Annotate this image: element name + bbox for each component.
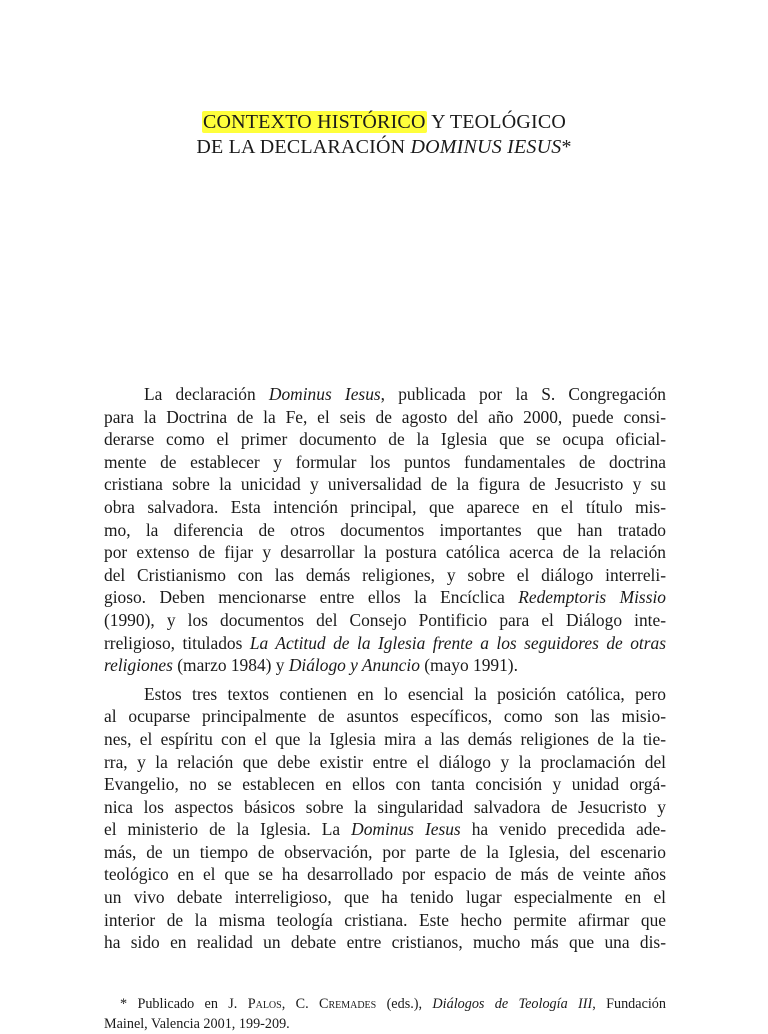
- text-line: más, de un tiempo de observación, por parte de la Iglesia, del escenario: [104, 841, 666, 862]
- text-line: el ministerio de la Iglesia. La Dominus Iesus ha venido precedida ade-: [104, 819, 666, 840]
- footnote-marker[interactable]: *: [561, 136, 572, 158]
- text-line: mo, la diferencia de otros documentos importantes que han tratado: [104, 519, 666, 540]
- text-line: teológico en el que se ha desarrollado por espacio de más de veinte años: [104, 864, 666, 885]
- text-line: por extenso de fijar y desarrollar la postura católica acerca de la relación: [104, 542, 666, 563]
- footnote-line: Mainel, Valencia 2001, 199-209.: [104, 1016, 290, 1032]
- text-line: derarse como el primer documento de la Iglesia que se ocupa oficial-: [104, 429, 666, 450]
- text-line: Estos tres textos contienen en lo esencial la posición católica, pero: [144, 683, 666, 704]
- text-line: rreligioso, titulados La Actitud de la Iglesia frente a los seguidores de otras: [104, 632, 666, 653]
- chapter-title: [0, 110, 768, 160]
- text-line: interior de la misma teología cristiana. Este hecho permite afirmar que: [104, 909, 666, 930]
- text-line: rra, y la relación que debe existir entre el diálogo y la proclamación del: [104, 751, 666, 772]
- paragraph-2: [104, 683, 666, 954]
- highlighted-text[interactable]: CONTEXTO HISTÓRICO: [202, 111, 426, 133]
- text-line: religiones (marzo 1984) y Diálogo y Anuncio (mayo 1991).: [104, 655, 518, 676]
- text-line: obra salvadora. Esta intención principal, que aparece en el título mis-: [104, 496, 666, 517]
- text-line: nes, el espíritu con el que la Iglesia mira a las demás religiones de la tie-: [104, 728, 666, 749]
- footnote-line: * Publicado en J. Palos, C. Cremades (eds.), Diálogos de Teología III, Fundación: [120, 996, 666, 1012]
- text-line: para la Doctrina de la Fe, el seis de agosto del año 2000, puede consi-: [104, 406, 666, 427]
- text-line: del Cristianismo con las demás religiones, y sobre el diálogo interreli-: [104, 564, 666, 585]
- body-text: [104, 383, 666, 954]
- text-line: al ocuparse principalmente de asuntos específicos, como son las misio-: [104, 706, 666, 727]
- title-line-2: DE LA DECLARACIÓN DOMINUS IESUS*: [196, 136, 572, 158]
- text-line: mente de establecer y formular los puntos fundamentales de doctrina: [104, 451, 666, 472]
- text-line: (1990), y los documentos del Consejo Pontificio para el Diálogo inte-: [104, 609, 666, 630]
- paragraph-1: [104, 383, 666, 677]
- text-line: cristiana sobre la unicidad y universalidad de la figura de Jesucristo y su: [104, 474, 666, 495]
- text-line: La declaración Dominus Iesus, publicada por la S. Congregación: [144, 384, 666, 404]
- text-line: un vivo debate interreligioso, que ha tenido lugar especialmente en el: [104, 887, 666, 908]
- text-line: ha sido en realidad un debate entre cristianos, mucho más que una dis-: [104, 932, 666, 953]
- text-line: nica los aspectos básicos sobre la singularidad salvadora de Jesucristo y: [104, 796, 666, 817]
- text-line: Evangelio, no se establecen en ellos con tanta concisión y unidad orgá-: [104, 774, 666, 795]
- text-line: gioso. Deben mencionarse entre ellos la Encíclica Redemptoris Missio: [104, 587, 666, 608]
- title-line-1: CONTEXTO HISTÓRICO Y TEOLÓGICO: [202, 111, 567, 133]
- footnote: [104, 994, 666, 1034]
